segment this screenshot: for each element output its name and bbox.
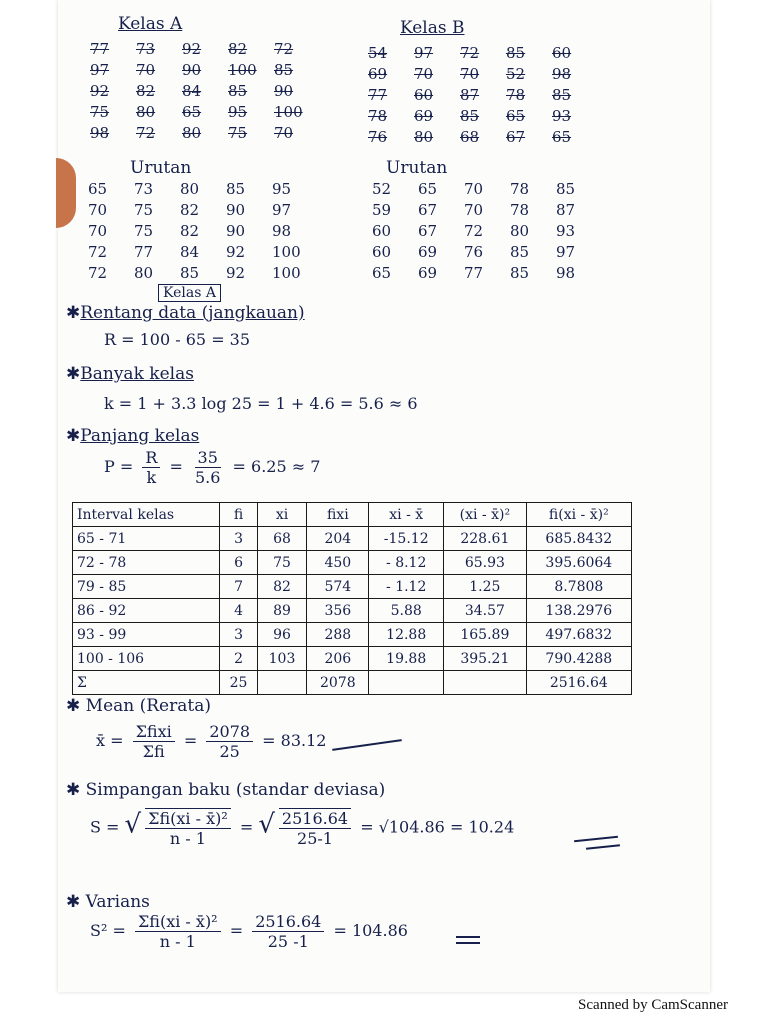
kelas-a-sorted-value: 85 [226, 180, 246, 198]
table-cell: 206 [307, 647, 369, 671]
kelas-b-sorted-value: 98 [556, 264, 576, 282]
panjang-f2-den: 5.6 [195, 468, 221, 487]
kelas-a-sorted-value: 92 [226, 243, 246, 261]
kelas-a-title: Kelas A [118, 14, 183, 34]
kelas-a-raw-value: 65 [182, 103, 202, 121]
panjang-eq: = [169, 457, 183, 476]
kelas-b-raw-value: 85 [552, 86, 572, 104]
kelas-a-sorted-value: 75 [134, 222, 154, 240]
kelas-a-sorted-value: 85 [180, 264, 200, 282]
kelas-a-raw-value: 85 [228, 82, 248, 100]
mean-eq: = [183, 731, 198, 750]
thumb-shadow [56, 158, 76, 228]
panjang-result: = 6.25 ≈ 7 [232, 457, 321, 476]
table-cell: 79 - 85 [73, 575, 220, 599]
table-header-cell: Interval kelas [73, 503, 220, 527]
kelas-b-raw-value: 97 [414, 44, 434, 62]
kelas-a-raw-value: 100 [228, 61, 257, 79]
simpangan-heading-text: Simpangan baku (standar deviasa) [85, 780, 386, 800]
panjang-kelas-heading: ✱Panjang kelas [66, 426, 200, 446]
kelas-b-sorted-value: 85 [510, 264, 530, 282]
table-cell: 8.7808 [526, 575, 631, 599]
kelas-b-sorted-value: 52 [372, 180, 392, 198]
kelas-b-raw-value: 87 [460, 86, 480, 104]
simpangan-fraction-2 [279, 808, 351, 848]
mean-lhs: x̄ = [96, 731, 124, 750]
kelas-a-raw-value: 85 [274, 61, 294, 79]
kelas-b-raw-value: 93 [552, 107, 572, 125]
table-cell: 12.88 [369, 623, 444, 647]
kelas-a-raw-value: 72 [136, 124, 156, 142]
kelas-a-raw-value: 84 [182, 82, 202, 100]
kelas-b-raw-value: 65 [552, 128, 572, 146]
kelas-b-sorted-value: 85 [556, 180, 576, 198]
simpangan-f2-den: 25-1 [297, 829, 333, 848]
kelas-b-sorted-value: 70 [464, 180, 484, 198]
varians-fraction-1 [135, 912, 221, 951]
kelas-b-title: Kelas B [400, 18, 465, 38]
table-cell: 34.57 [444, 599, 527, 623]
kelas-b-raw-value: 70 [414, 65, 434, 83]
simpangan-f1-num: Σfi(xi - x̄)² [145, 809, 231, 829]
panjang-fraction-2 [192, 448, 223, 487]
kelas-b-sorted-value: 87 [556, 201, 576, 219]
table-cell: 138.2976 [526, 599, 631, 623]
varians-f2-den: 25 -1 [267, 932, 309, 951]
kelas-b-raw-value: 76 [368, 128, 388, 146]
kelas-a-raw-value: 95 [228, 103, 248, 121]
kelas-a-raw-value: 90 [274, 82, 294, 100]
varians-fraction-2 [252, 912, 324, 951]
banyak-kelas-heading: ✱Banyak kelas [66, 364, 194, 384]
kelas-a-sorted-value: 77 [134, 243, 154, 261]
simpangan-f1-den: n - 1 [169, 829, 206, 848]
kelas-a-sorted-value: 82 [180, 222, 200, 240]
table-cell: 395.21 [444, 647, 527, 671]
kelas-b-sorted-value: 60 [372, 222, 392, 240]
frequency-table [72, 502, 632, 695]
table-header-cell: fi [220, 503, 257, 527]
kelas-a-raw-value: 98 [90, 124, 110, 142]
banyak-kelas-formula: k = 1 + 3.3 log 25 = 1 + 4.6 = 5.6 ≈ 6 [104, 394, 418, 413]
kelas-b-sorted-value: 93 [556, 222, 576, 240]
table-cell: 3 [220, 623, 257, 647]
kelas-b-sorted-value: 67 [418, 201, 438, 219]
table-cell: 93 - 99 [73, 623, 220, 647]
table-cell: 4 [220, 599, 257, 623]
kelas-a-sorted-value: 70 [88, 222, 108, 240]
kelas-a-sorted-value: 100 [272, 264, 301, 282]
kelas-a-raw-value: 70 [274, 124, 294, 142]
table-row [73, 575, 632, 599]
table-cell: 6 [220, 551, 257, 575]
table-row [73, 599, 632, 623]
table-cell: 5.88 [369, 599, 444, 623]
kelas-b-raw-value: 85 [460, 107, 480, 125]
varians-underline-1 [456, 936, 480, 938]
varians-f2-num: 2516.64 [252, 912, 324, 932]
kelas-b-raw-value: 69 [368, 65, 388, 83]
kelas-b-raw-value: 54 [368, 44, 388, 62]
varians-result: = 104.86 [333, 921, 408, 940]
kelas-a-sorted-value: 80 [180, 180, 200, 198]
panjang-kelas-formula [104, 448, 320, 487]
simpangan-f2-num: 2516.64 [279, 809, 351, 829]
kelas-a-sorted-value: 97 [272, 201, 292, 219]
varians-eq: = [229, 921, 244, 940]
kelas-a-sorted-value: 92 [226, 264, 246, 282]
sqrt-sign-1: √ [124, 809, 142, 840]
table-cell: 2516.64 [526, 671, 631, 695]
mean-heading: ✱ Mean (Rerata) [66, 696, 211, 716]
table-cell: 82 [257, 575, 307, 599]
kelas-a-sorted-value: 72 [88, 264, 108, 282]
mean-f2-num: 2078 [206, 722, 253, 742]
table-cell: 395.6064 [526, 551, 631, 575]
mean-f1-num: Σfixi [133, 722, 175, 742]
panjang-f1-den: k [146, 468, 157, 487]
table-cell: 228.61 [444, 527, 527, 551]
kelas-b-sorted-value: 85 [510, 243, 530, 261]
varians-lhs: S² = [90, 921, 126, 940]
kelas-a-sorted-value: 95 [272, 180, 292, 198]
table-cell: 204 [307, 527, 369, 551]
kelas-a-raw-value: 75 [228, 124, 248, 142]
mean-fraction-1 [133, 722, 175, 761]
kelas-a-sorted-value: 100 [272, 243, 301, 261]
table-cell: 685.8432 [526, 527, 631, 551]
panjang-fraction-1 [142, 448, 160, 487]
simpangan-heading: ✱ Simpangan baku (standar deviasa) [66, 780, 386, 800]
table-cell: 450 [307, 551, 369, 575]
kelas-b-raw-value: 69 [414, 107, 434, 125]
kelas-a-raw-value: 82 [136, 82, 156, 100]
table-header-cell: xi [257, 503, 307, 527]
kelas-a-sorted-value: 80 [134, 264, 154, 282]
table-body [73, 527, 632, 695]
varians-heading-text: Varians [85, 892, 150, 912]
table-header-cell: (xi - x̄)² [444, 503, 527, 527]
table-cell: 25 [220, 671, 257, 695]
table-row [73, 647, 632, 671]
kelas-a-raw-value: 97 [90, 61, 110, 79]
table-cell: 100 - 106 [73, 647, 220, 671]
kelas-b-sorted-value: 60 [372, 243, 392, 261]
section-label-kelas-a: Kelas A [158, 284, 221, 302]
varians-formula [90, 912, 408, 951]
table-cell: 288 [307, 623, 369, 647]
varians-f1-num: Σfi(xi - x̄)² [135, 912, 221, 932]
table-cell: 165.89 [444, 623, 527, 647]
kelas-a-sorted-grid [88, 180, 318, 282]
rentang-heading-text: Rentang data (jangkauan) [80, 303, 305, 323]
table-row [73, 623, 632, 647]
kelas-b-sorted-value: 78 [510, 201, 530, 219]
mean-formula [96, 722, 326, 761]
table-cell: - 1.12 [369, 575, 444, 599]
kelas-a-raw-grid [90, 40, 320, 142]
kelas-b-sorted-value: 67 [418, 222, 438, 240]
table-cell: -15.12 [369, 527, 444, 551]
table-cell: 72 - 78 [73, 551, 220, 575]
kelas-a-raw-value: 92 [182, 40, 202, 58]
kelas-b-sorted-value: 78 [510, 180, 530, 198]
panjang-lhs: P = [104, 457, 134, 476]
kelas-b-sorted-value: 80 [510, 222, 530, 240]
table-header-cell: xi - x̄ [369, 503, 444, 527]
kelas-a-sorted-value: 73 [134, 180, 154, 198]
table-row [73, 527, 632, 551]
kelas-b-raw-value: 77 [368, 86, 388, 104]
simpangan-result: = √104.86 = 10.24 [360, 817, 515, 837]
kelas-b-raw-value: 98 [552, 65, 572, 83]
kelas-b-raw-value: 70 [460, 65, 480, 83]
rentang-formula: R = 100 - 65 = 35 [104, 330, 251, 349]
kelas-b-raw-value: 78 [368, 107, 388, 125]
kelas-b-sorted-value: 70 [464, 201, 484, 219]
table-cell [369, 671, 444, 695]
table-cell: 96 [257, 623, 307, 647]
kelas-b-sorted-value: 59 [372, 201, 392, 219]
kelas-b-raw-value: 52 [506, 65, 526, 83]
varians-underline-2 [456, 942, 480, 944]
kelas-a-raw-value: 70 [136, 61, 156, 79]
table-header-row [73, 503, 632, 527]
table-cell: 19.88 [369, 647, 444, 671]
table-cell: Σ [73, 671, 220, 695]
kelas-a-raw-value: 72 [274, 40, 294, 58]
rentang-heading: ✱Rentang data (jangkauan) [66, 303, 305, 323]
kelas-a-sorted-value: 70 [88, 201, 108, 219]
kelas-a-sorted-value: 90 [226, 222, 246, 240]
table-cell: 1.25 [444, 575, 527, 599]
table-cell: 7 [220, 575, 257, 599]
kelas-b-sorted-value: 97 [556, 243, 576, 261]
panjang-f2-num: 35 [195, 448, 221, 468]
kelas-b-raw-value: 65 [506, 107, 526, 125]
kelas-b-raw-value: 78 [506, 86, 526, 104]
table-cell: 89 [257, 599, 307, 623]
kelas-b-sorted-value: 65 [372, 264, 392, 282]
table-cell [444, 671, 527, 695]
kelas-a-sorted-value: 98 [272, 222, 292, 240]
kelas-a-raw-value: 92 [90, 82, 110, 100]
table-row [73, 551, 632, 575]
table-cell: 103 [257, 647, 307, 671]
kelas-b-sorted-value: 76 [464, 243, 484, 261]
kelas-a-sorted-value: 84 [180, 243, 200, 261]
simpangan-lhs: S = [90, 817, 120, 837]
table-cell: - 8.12 [369, 551, 444, 575]
kelas-b-raw-value: 72 [460, 44, 480, 62]
table-header-cell: fixi [307, 503, 369, 527]
table-cell: 790.4288 [526, 647, 631, 671]
kelas-b-raw-value: 85 [506, 44, 526, 62]
kelas-a-raw-value: 100 [274, 103, 303, 121]
varians-heading: ✱ Varians [66, 892, 150, 912]
kelas-b-sorted-value: 72 [464, 222, 484, 240]
kelas-a-raw-value: 75 [90, 103, 110, 121]
sqrt-sign-2: √ [258, 809, 275, 840]
kelas-a-sorted-value: 82 [180, 201, 200, 219]
simpangan-eq: = [239, 817, 254, 837]
kelas-a-raw-value: 80 [182, 124, 202, 142]
table-cell: 68 [257, 527, 307, 551]
mean-f1-den: Σfi [142, 742, 165, 761]
table-cell: 2078 [307, 671, 369, 695]
kelas-b-sorted-grid [372, 180, 602, 282]
simpangan-formula [90, 808, 514, 848]
table-cell: 75 [257, 551, 307, 575]
kelas-b-raw-grid [368, 44, 598, 146]
kelas-b-raw-value: 60 [414, 86, 434, 104]
kelas-b-sorted-value: 69 [418, 264, 438, 282]
kelas-a-sorted-value: 75 [134, 201, 154, 219]
table-cell: 574 [307, 575, 369, 599]
kelas-b-raw-value: 60 [552, 44, 572, 62]
kelas-a-raw-value: 77 [90, 40, 110, 58]
kelas-a-sorted-value: 65 [88, 180, 108, 198]
scanner-footer: Scanned by CamScanner [578, 997, 728, 1013]
banyak-kelas-heading-text: Banyak kelas [80, 364, 194, 384]
table-total-row [73, 671, 632, 695]
varians-f1-den: n - 1 [159, 932, 196, 951]
kelas-b-sorted-value: 65 [418, 180, 438, 198]
simpangan-fraction-1 [145, 808, 231, 848]
kelas-a-raw-value: 73 [136, 40, 156, 58]
table-cell: 86 - 92 [73, 599, 220, 623]
table-cell: 3 [220, 527, 257, 551]
kelas-a-sorted-title: Urutan [130, 158, 192, 178]
kelas-a-raw-value: 80 [136, 103, 156, 121]
table-cell [257, 671, 307, 695]
kelas-a-sorted-value: 72 [88, 243, 108, 261]
table-header-cell: fi(xi - x̄)² [526, 503, 631, 527]
mean-fraction-2 [206, 722, 253, 761]
table-cell: 497.6832 [526, 623, 631, 647]
kelas-b-raw-value: 80 [414, 128, 434, 146]
table-cell: 65 - 71 [73, 527, 220, 551]
kelas-b-raw-value: 68 [460, 128, 480, 146]
panjang-f1-num: R [142, 448, 160, 468]
kelas-b-raw-value: 67 [506, 128, 526, 146]
kelas-a-sorted-value: 90 [226, 201, 246, 219]
table-cell: 65.93 [444, 551, 527, 575]
mean-heading-text: Mean (Rerata) [85, 696, 211, 716]
kelas-a-raw-value: 82 [228, 40, 248, 58]
table-cell: 2 [220, 647, 257, 671]
kelas-a-raw-value: 90 [182, 61, 202, 79]
mean-f2-den: 25 [219, 742, 240, 761]
panjang-kelas-heading-text: Panjang kelas [80, 426, 200, 446]
kelas-b-sorted-title: Urutan [386, 158, 448, 178]
kelas-b-sorted-value: 69 [418, 243, 438, 261]
table-cell: 356 [307, 599, 369, 623]
kelas-b-sorted-value: 77 [464, 264, 484, 282]
mean-result: = 83.12 [262, 731, 327, 750]
